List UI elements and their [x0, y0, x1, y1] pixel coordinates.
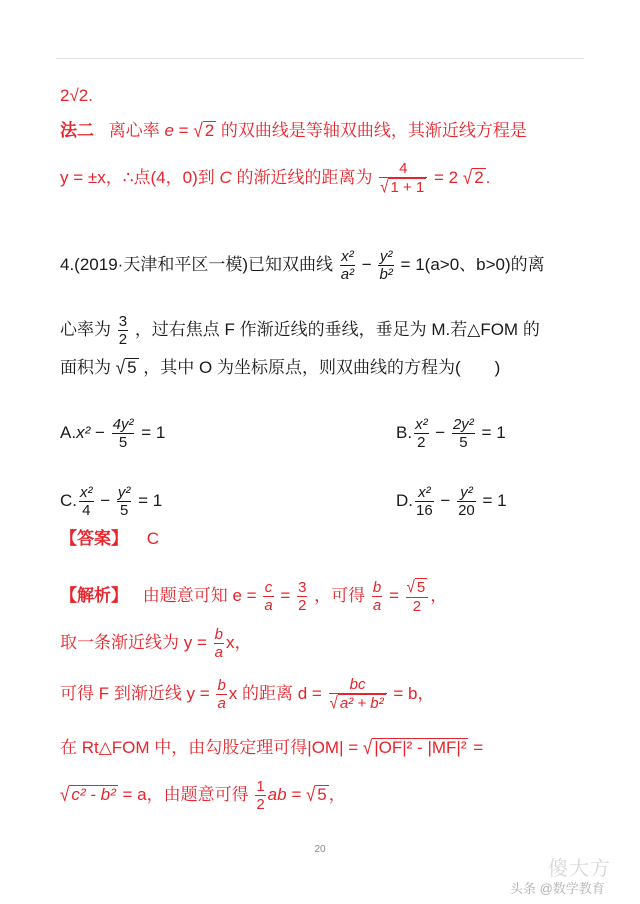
method2-text-2: 的双曲线是等轴双曲线，其渐近线方程是 [220, 121, 527, 140]
equals: = [473, 738, 484, 757]
fraction-c-a [263, 579, 273, 614]
minus: − [361, 254, 372, 274]
fraction-numerator: y² [379, 248, 393, 265]
frac-y2-b2 [378, 248, 393, 283]
fraction-denominator: 5 [459, 434, 468, 451]
fraction-numerator: 4 [379, 160, 427, 178]
equals: = [280, 585, 291, 605]
equals: = [388, 585, 399, 605]
answer-value: C [146, 529, 160, 548]
q4-stem-text-2: = 1(a>0、b>0)的离 [400, 254, 545, 274]
ecc-fraction [118, 313, 128, 348]
radicand: a² + b² [339, 695, 384, 712]
q4-line3-text: 面积为 [60, 358, 111, 377]
method2-line1 [60, 121, 527, 141]
q4-stem-line2 [60, 313, 540, 348]
period: . [485, 167, 491, 187]
fraction-numerator: y² [117, 484, 131, 501]
radicand: 2 [474, 167, 484, 187]
fraction-numerator: 2y² [452, 416, 474, 433]
fraction-denominator: √ 1 + 1 [380, 177, 425, 198]
minus: − [435, 422, 446, 442]
equals-one: = 1 [482, 490, 507, 510]
distance-fraction: $\frac{bc}{\text{√ a² + b²}}$ [329, 676, 387, 713]
equals-one: = 1 [481, 422, 506, 442]
fraction-denominator: a [217, 695, 226, 712]
fraction-denominator: 16 [416, 502, 433, 519]
option-a[interactable] [60, 416, 165, 451]
solution-line1 [60, 578, 447, 615]
solution-text: 可得 F 到渐近线 y = [60, 683, 210, 703]
fraction-denominator: 4 [82, 502, 91, 519]
fraction-numerator: 1 [256, 778, 265, 795]
solution-text-2: ab = [267, 784, 302, 804]
option-fraction [79, 484, 94, 519]
solution-text: 在 Rt△FOM 中，由勾股定理可得|OM| = [60, 738, 359, 757]
option-fraction [414, 416, 429, 451]
method2-text-3: y = ±x，∴点(4，0)到 [60, 167, 215, 187]
fraction-numerator: 4y² [112, 416, 134, 433]
fraction-denominator: 2 [118, 331, 128, 348]
watermark-logo: 傻大方 [548, 858, 611, 880]
option-b[interactable] [396, 416, 506, 451]
prev-answer-text: 2√2. [60, 86, 93, 105]
option-letter: C. [60, 490, 77, 510]
solution-text: = a，由题意可得 [122, 784, 249, 804]
method2-text: 离心率 [108, 121, 160, 140]
fraction-denominator: 2 [256, 796, 265, 813]
solution-text: 取一条渐近线为 y = [60, 632, 207, 652]
method2-text-4: 的渐近线的距离为 [236, 167, 373, 187]
fraction-denominator: 2 [412, 598, 422, 615]
radicand: 5 [127, 358, 137, 377]
distance-fraction [379, 160, 427, 197]
sqrt-expr: √ 2 [193, 119, 215, 142]
fraction-1-2 [255, 778, 265, 813]
sqrt-expr: √ 5 [305, 783, 327, 806]
fraction-numerator: x² [341, 248, 354, 265]
solution-label: 【解析】 [60, 585, 128, 605]
frac-x2-a2 [340, 248, 355, 283]
fraction-denominator: 2 [417, 434, 426, 451]
minus: − [94, 422, 105, 442]
method2-label: 法二 [60, 121, 94, 140]
fraction-denominator: a [214, 644, 223, 661]
equals-one: = 1 [138, 490, 163, 510]
radicand: 5 [416, 579, 426, 596]
fraction-numerator: x² [415, 484, 434, 502]
fraction-numerator: x² [415, 416, 428, 433]
fraction-numerator: y² [457, 484, 476, 502]
fraction-denominator: a [264, 597, 273, 614]
ecc-symbol: e [164, 121, 174, 140]
option-fraction [452, 416, 475, 451]
option-fraction [112, 416, 135, 451]
option-fraction [415, 484, 434, 519]
fraction-numerator: 3 [298, 579, 307, 596]
fraction-denominator: b² [379, 266, 393, 283]
fraction-denominator: a² [340, 266, 355, 283]
radicand: c² - b² [71, 784, 116, 804]
fraction-denominator: 5 [119, 502, 129, 519]
page-number: 20 [314, 844, 326, 855]
solution-text-2: x， [225, 632, 252, 652]
minus: − [440, 490, 451, 510]
fraction-3-2 [297, 579, 307, 614]
sqrt-expr: √ |OF|² - |MF|² [362, 736, 467, 759]
result: = 2 [434, 167, 459, 187]
fraction-numerator: 3 [118, 313, 128, 330]
option-fraction [457, 484, 476, 519]
answer-label: 【答案】 [60, 529, 128, 548]
radicand: 2 [204, 121, 215, 140]
q4-stem-line1 [60, 248, 545, 283]
option-term: x² [76, 422, 91, 442]
prev-answer-line [60, 86, 93, 106]
solution-text-2: ，可得 [314, 585, 366, 605]
option-c[interactable] [60, 484, 162, 519]
watermark-source: 头条 @数学教育 [510, 881, 605, 896]
option-letter: B. [396, 422, 413, 442]
radicand: |OF|² - |MF|² [374, 738, 467, 757]
option-letter: A. [60, 422, 77, 442]
solution-line4 [60, 738, 483, 758]
solution-text-3: = b， [393, 683, 435, 703]
comma: ， [430, 585, 448, 605]
fraction-numerator: b [217, 677, 226, 694]
fraction-numerator: c [264, 579, 273, 596]
solution-line5 [60, 778, 346, 813]
radicand: 1 + 1 [390, 179, 425, 196]
fraction-denominator: 5 [118, 434, 128, 451]
option-letter: D. [396, 490, 413, 510]
method2-line2 [60, 160, 490, 197]
solution-text-2: x 的距离 d = [228, 683, 322, 703]
fraction-denominator: a [372, 597, 382, 614]
answer-line [60, 529, 159, 549]
fraction-b-a [372, 579, 382, 614]
equals: = [178, 121, 189, 140]
equals-one: = 1 [141, 422, 166, 442]
q4-stem-text: 4.(2019·天津和平区一模)已知双曲线 [60, 254, 333, 274]
q4-line3-text-2: ，其中 O 为坐标原点，则双曲线的方程为( ) [143, 358, 501, 377]
fraction-denominator: 20 [458, 502, 475, 519]
fraction-numerator: bc [329, 676, 387, 694]
q4-line2-text-2: ，过右焦点 F 作渐近线的垂线，垂足为 M.若△FOM 的 [134, 319, 540, 339]
option-fraction [117, 484, 132, 519]
sqrt-expr: √ 5 [115, 356, 137, 379]
q4-line2-text: 心率为 [60, 319, 111, 339]
q4-stem-line3 [60, 358, 500, 378]
option-d[interactable] [396, 484, 507, 519]
curve-c: C [219, 167, 232, 187]
sqrt-expr: √ c² - b² [60, 783, 116, 806]
fraction-denominator: 2 [298, 597, 307, 614]
fraction-b-a [214, 626, 224, 661]
fraction-numerator: b [372, 579, 382, 596]
minus: − [100, 490, 111, 510]
sqrt-expr: √ 2 [462, 166, 484, 189]
comma: ， [328, 784, 346, 804]
solution-line3 [60, 676, 434, 713]
radicand: 5 [317, 784, 327, 804]
top-divider [56, 58, 584, 59]
fraction-sqrt5-2: $\frac{√ 5}{2}$ [406, 578, 429, 615]
fraction-numerator: b [214, 626, 223, 643]
solution-text: 由题意可知 e = [142, 585, 257, 605]
fraction-numerator: x² [80, 484, 93, 501]
fraction-b-a [216, 677, 226, 712]
solution-line2 [60, 626, 251, 661]
